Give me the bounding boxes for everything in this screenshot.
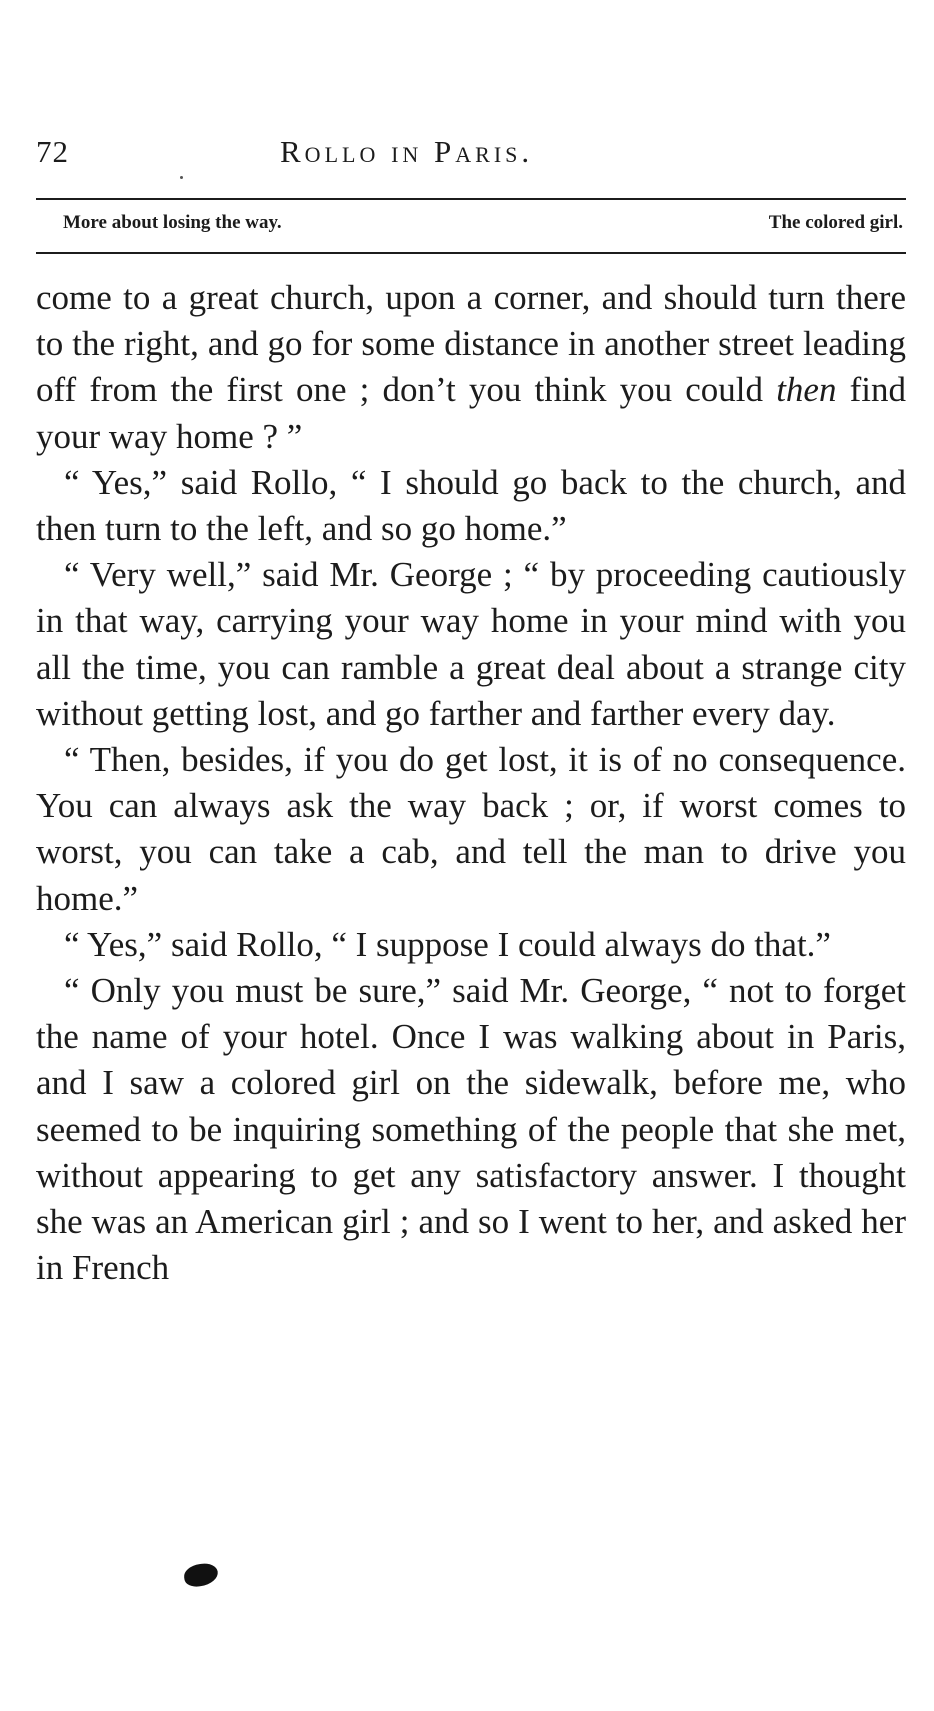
- side-head-right: The colored girl.: [768, 212, 903, 233]
- paragraph-3: “ Very well,” said Mr. George ; “ by proceeding cautiously in that way, carrying your way home in your mind with you all the time, you can ramble a great deal about a strange city without getting lost, and go farther and farther every day.: [36, 555, 906, 733]
- ink-blot: [183, 1562, 220, 1589]
- running-title: Rollo in Paris.: [280, 134, 534, 169]
- header-rule-top: [36, 198, 906, 200]
- side-head-left: More about losing the way.: [63, 212, 282, 233]
- paragraph-6: “ Only you must be sure,” said Mr. George, “ not to forget the name of your hotel. Once I was walking about in Paris, and I saw a colored girl on the sidewalk, before me, who seemed to be inquiring something of the people that she met, without appearing to get any satisfactory answer. I thought she was an American girl ; and so I went to her, and asked her in French: [36, 971, 906, 1288]
- paragraph-2: “ Yes,” said Rollo, “ I should go back to the church, and then turn to the left, and so go home.”: [36, 462, 906, 549]
- speck: [180, 176, 183, 179]
- paragraph-4: “ Then, besides, if you do get lost, it is of no consequence. You can always ask the way back ; or, if worst comes to worst, you can take a cab, and tell the man to drive you home.”: [36, 740, 906, 918]
- paragraph-1: [36, 275, 906, 460]
- paragraph-1-start: come to a great church, upon a corner, and should turn there to the right, and go for some distance in another street leading off from the first one ; don’t you think you could: [36, 278, 906, 410]
- paragraph-5: “ Yes,” said Rollo, “ I suppose I could always do that.”: [64, 924, 831, 964]
- page-number: 72: [36, 134, 69, 169]
- emphasis-then: then: [776, 370, 837, 410]
- body-text: [36, 275, 906, 1291]
- paragraph-1-end: find your way home ? ”: [36, 370, 906, 456]
- header-rule-bottom: [36, 252, 906, 254]
